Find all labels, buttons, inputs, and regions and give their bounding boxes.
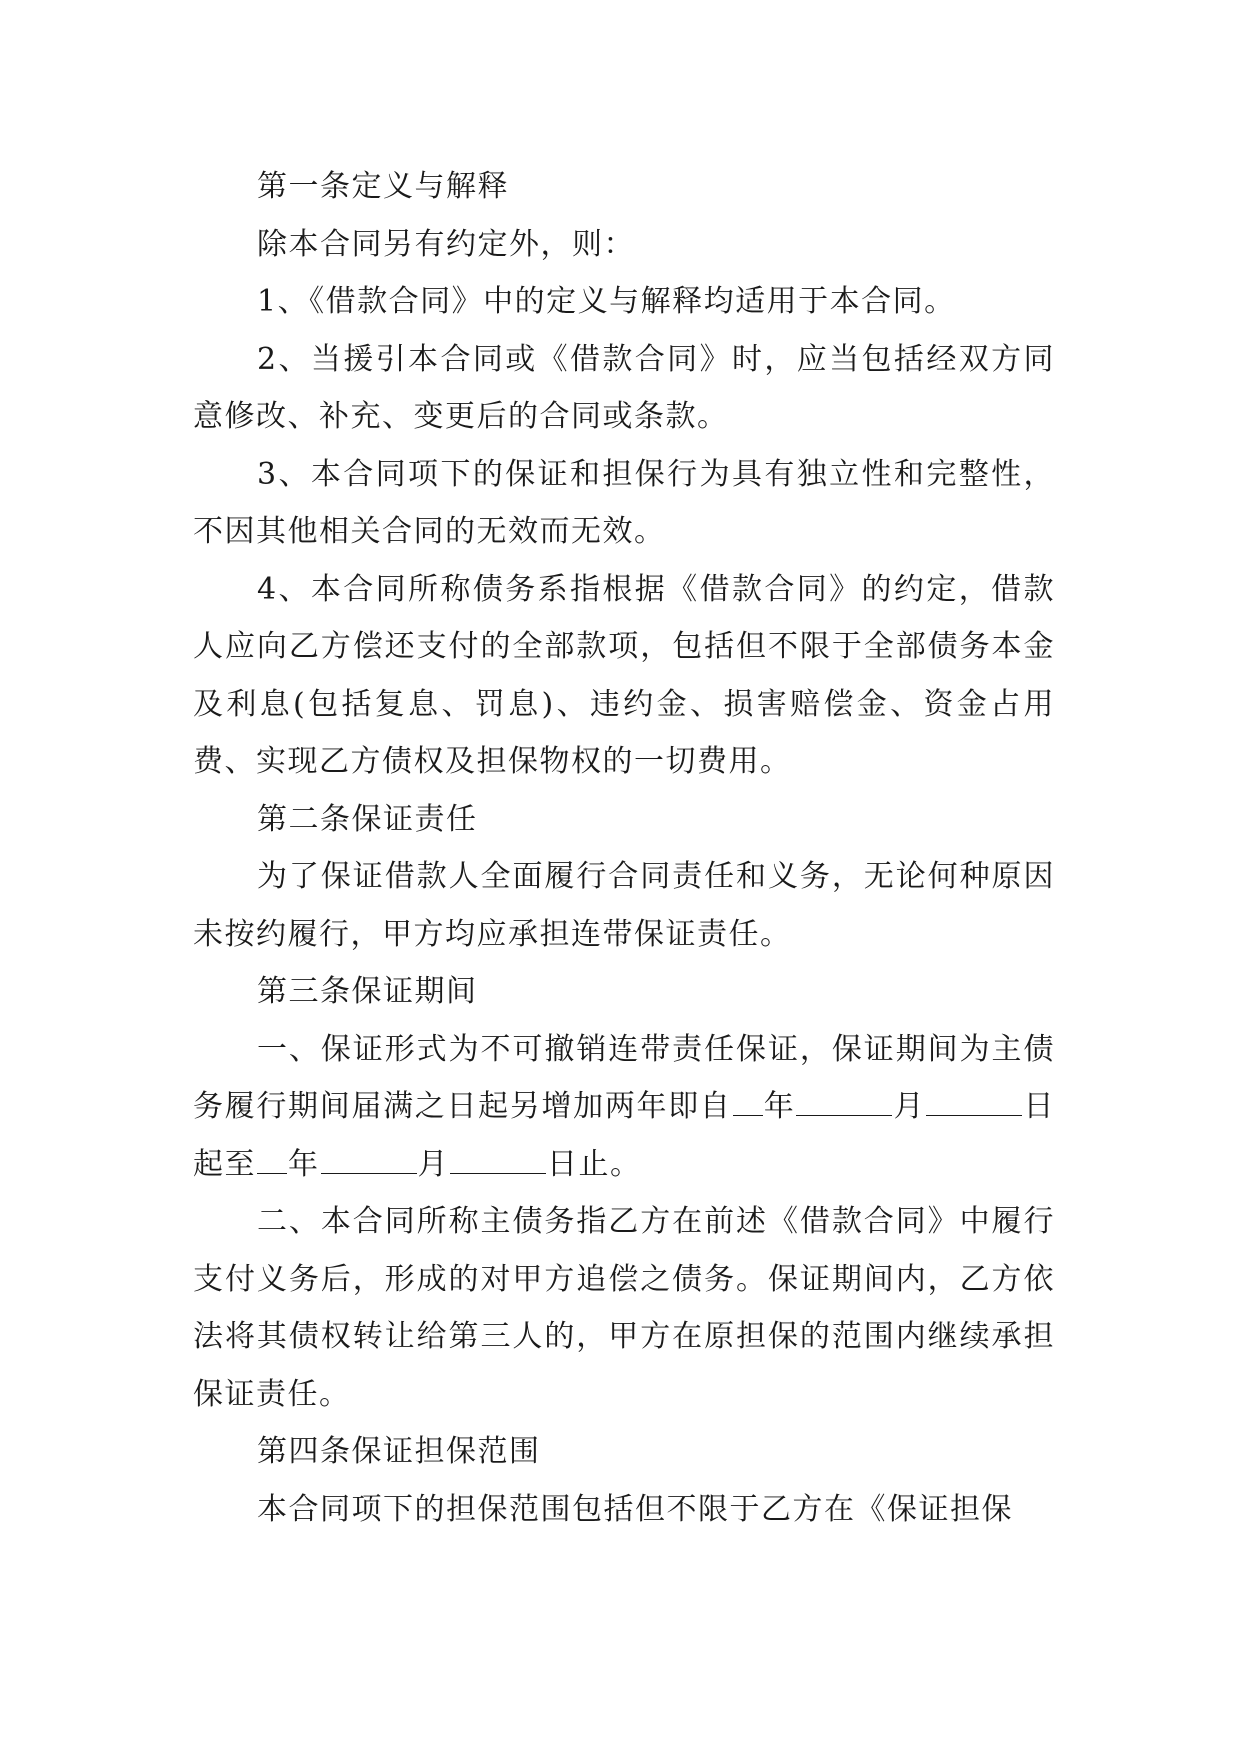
article-4-text: 本合同项下的担保范围包括但不限于乙方在《保证担保 (257, 1491, 1013, 1527)
article-4-heading: 第四条保证担保范围 (257, 1434, 541, 1469)
blank-end-year (257, 1143, 287, 1174)
document-body (193, 158, 1055, 1538)
article-1-heading: 第一条定义与解释 (257, 169, 509, 204)
article-2-heading: 第二条保证责任 (257, 801, 478, 837)
clause-1-lead: 一、保证形式为不可撤销连带责任保证，保证期间为主债务履行期间届满之日起另增加两年即自 (193, 1031, 1055, 1124)
article-2-text: 为了保证借款人全面履行合同责任和义务，无论何种原因未按约履行，甲方均应承担连带保证责任。 (193, 859, 1055, 952)
day-end-label: 日止。 (547, 1146, 642, 1182)
month-label: 月 (893, 1089, 926, 1124)
blank-start-month (796, 1085, 892, 1116)
article-3-clause-2: 二、本合同所称主债务指乙方在前述《借款合同》中履行支付义务后，形成的对甲方追偿之债务。保证期间内，乙方依法将其债权转让给第三人的，甲方在原担保的范围内继续承担保证责任。 (193, 1204, 1055, 1412)
article-1-intro: 除本合同另有约定外，则： (257, 226, 635, 262)
article-3-clause-1 (193, 1021, 1055, 1194)
article-1-item-2: 2、当援引本合同或《借款合同》时，应当包括经双方同意修改、补充、变更后的合同或条款。 (193, 341, 1055, 434)
article-3-heading: 第三条保证期间 (257, 974, 478, 1009)
day-from-label: 日起至 (193, 1089, 1056, 1182)
article-1-item-1: 1、《借款合同》中的定义与解释均适用于本合同。 (257, 284, 956, 319)
blank-end-day (450, 1143, 546, 1174)
blank-start-day (926, 1085, 1022, 1116)
article-1-item-4: 4、本合同所称债务系指根据《借款合同》的约定，借款人应向乙方偿还支付的全部款项，包括但不限于全部债务本金及利息(包括复息、罚息)、违约金、损害赔偿金、资金占用费、实现乙方债权及担保物权的一切费用。 (193, 571, 1055, 779)
year2-label: 年 (288, 1146, 320, 1182)
blank-start-year (733, 1085, 763, 1116)
year-label: 年 (763, 1089, 796, 1124)
month2-label: 月 (417, 1146, 449, 1182)
article-1-item-3: 3、本合同项下的保证和担保行为具有独立性和完整性，不因其他相关合同的无效而无效。 (193, 456, 1055, 549)
blank-end-month (321, 1143, 417, 1174)
